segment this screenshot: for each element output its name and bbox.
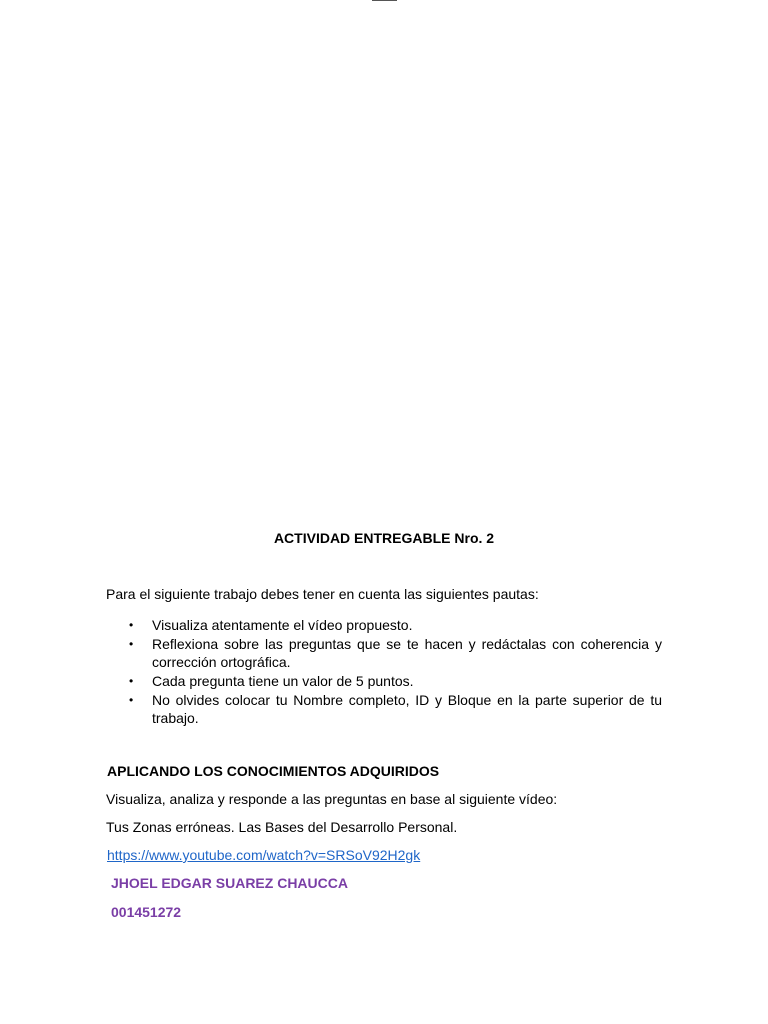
video-link[interactable]: https://www.youtube.com/watch?v=SRSoV92H2gk [107,847,421,863]
guideline-item [106,672,662,690]
student-name: JHOEL EDGAR SUAREZ CHAUCCA [111,875,348,891]
bullet-icon: • [129,637,134,651]
student-id: 001451272 [111,904,182,920]
guideline-text: Reflexiona sobre las preguntas que se te hacen y redáctalas con coherencia y corrección ortográfica. [152,636,662,670]
guidelines-list [106,616,662,728]
guideline-text: No olvides colocar tu Nombre completo, ID y Bloque en la parte superior de tu trabajo. [152,692,662,726]
document-title: ACTIVIDAD ENTREGABLE Nro. 2 [273,530,495,546]
instruction-text: Visualiza, analiza y responde a las preguntas en base al siguiente vídeo: [106,791,558,807]
guideline-item [106,691,662,727]
guideline-item [106,616,662,634]
guideline-text: Cada pregunta tiene un valor de 5 puntos. [152,673,414,689]
bullet-icon: • [129,618,134,632]
intro-text: Para el siguiente trabajo debes tener en cuenta las siguientes pautas: [106,586,539,602]
guideline-text: Visualiza atentamente el vídeo propuesto. [152,617,413,633]
guideline-item [106,635,662,671]
header-line-mark [372,0,397,1]
bullet-icon: • [129,674,134,688]
video-title: Tus Zonas erróneas. Las Bases del Desarrollo Personal. [106,819,458,835]
bullet-icon: • [129,693,134,707]
section-heading: APLICANDO LOS CONOCIMIENTOS ADQUIRIDOS [107,763,440,779]
